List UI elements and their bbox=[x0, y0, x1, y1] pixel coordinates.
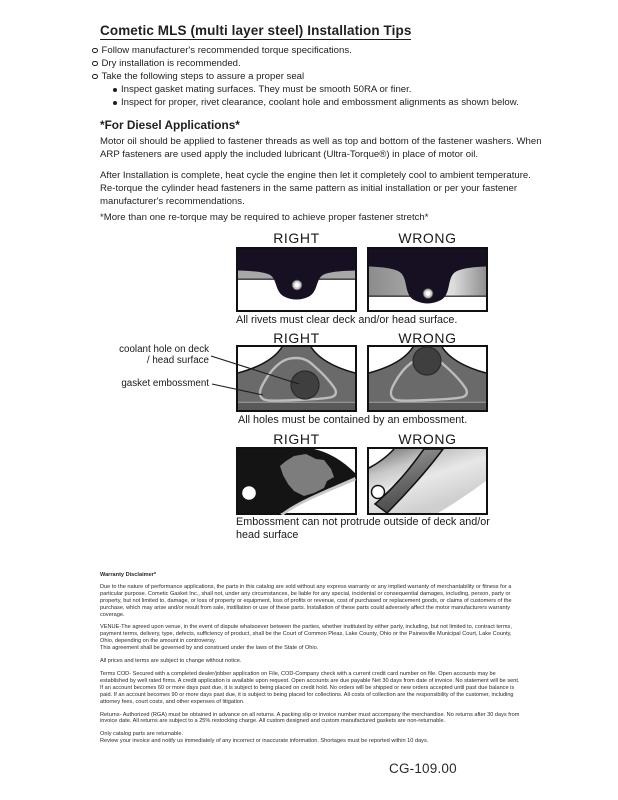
warranty-paragraph: Returns- Authorized (RGA) must be obtained in advance on all returns. A packing slip or invoice number must accompany the merchandise. No returns after 30 days from invoice date. All returns are subject to a 25% restocking charge. All custom designed and custom manufactured gaskets are non-returnable. bbox=[100, 711, 520, 725]
bolt-hole-icon bbox=[372, 486, 385, 499]
rivet-wrong-label: WRONG bbox=[398, 230, 457, 246]
warranty-section bbox=[100, 572, 524, 745]
list-item bbox=[92, 44, 352, 57]
list-item bbox=[113, 96, 519, 109]
coolant-right-label: RIGHT bbox=[273, 330, 320, 346]
embossment-wrong-label: WRONG bbox=[398, 431, 457, 447]
bullet-text: Inspect for proper, rivet clearance, coolant hole and embossment alignments as shown below. bbox=[121, 97, 519, 108]
warranty-paragraph: This agreement shall be governed by and construed under the laws of the State of Ohio. bbox=[100, 645, 319, 652]
warranty-paragraph: Due to the nature of performance applications, the parts in this catalog are sold without any express warranty or any implied warranty of merchantability or fitness for a particular purpose. Cometic Gasket Inc., shall not, under any circumstances, be liable for any special, incidental or consequential damages, including, person, party or property, but not limited to, damage, or loss of property or equipment, loss of profits or revenue, cost of purchased or replacement goods, or claims of customers of the purchase, which may arise and/or result from sale, instillation or use of these parts. Installation of these parts could adversely affect the motor manufacturers warranty coverage. bbox=[100, 583, 512, 618]
list-item bbox=[92, 57, 241, 70]
open-bullet-icon bbox=[92, 48, 98, 54]
warranty-paragraph: All prices and terms are subject to change without notice. bbox=[100, 658, 242, 665]
rivet-wrong-diagram bbox=[367, 247, 488, 312]
coolant-hole-callout: coolant hole on deck / head surface bbox=[119, 344, 209, 366]
embossment-caption: Embossment can not protrude outside of deck and/or head surface bbox=[236, 516, 490, 541]
coolant-hole-icon bbox=[291, 371, 319, 399]
solid-bullet-icon bbox=[113, 101, 117, 105]
bullet-text: Dry installation is recommended. bbox=[101, 58, 241, 69]
bullet-text: Follow manufacturer's recommended torque specifications. bbox=[101, 45, 352, 56]
embossment-right-label: RIGHT bbox=[273, 431, 320, 447]
rivet-right-label: RIGHT bbox=[273, 230, 320, 246]
diesel-paragraph-2: After Installation is complete, heat cycle the engine then let it completely cool to ambient temperature. Re-torque the cylinder head fasteners in the same pattern as initial installation or per your fastener manufacturer's recommendations. bbox=[100, 170, 531, 208]
open-bullet-icon bbox=[92, 74, 98, 80]
coolant-right-diagram bbox=[236, 345, 357, 412]
list-item bbox=[92, 70, 304, 83]
bolt-hole-icon bbox=[242, 486, 256, 500]
gasket-embossment-callout: gasket embossment bbox=[121, 378, 209, 389]
retorque-note: *More than one re-torque may be required to achieve proper fastener stretch* bbox=[100, 212, 429, 223]
embossment-right-diagram bbox=[236, 447, 357, 515]
rivet-right-diagram bbox=[236, 247, 357, 312]
warranty-paragraph: Only catalog parts are returnable. bbox=[100, 731, 184, 738]
embossment-wrong-diagram bbox=[367, 447, 488, 515]
diesel-heading: *For Diesel Applications* bbox=[100, 118, 240, 132]
warranty-paragraph: Terms COD- Secured with a completed dealer/jobber application on File, COD-Company check with a current credit card number on file. Open accounts may be established by well rated firms. A credit application is available upon request. Open accounts are due payable Net 30 days from date of invoice. No statement will be sent. If an account becomes 60 or more days past due, it is subject to being placed on credit hold. No orders will be shipped or new orders accepted until past due balance is paid. If an account becomes 90 or more days past due, it is subject to being placed for collections. All costs of collection are the responsibility of the customer, including attorney fees, court costs, and other expenses of litigation. bbox=[100, 670, 520, 705]
coolant-caption: All holes must be contained by an embossment. bbox=[238, 414, 468, 426]
coolant-wrong-label: WRONG bbox=[398, 330, 457, 346]
coolant-wrong-diagram bbox=[367, 345, 488, 412]
coolant-hole-icon bbox=[413, 347, 441, 375]
solid-bullet-icon bbox=[113, 88, 117, 92]
warranty-heading: Warranty Disclaimer* bbox=[100, 572, 157, 578]
page-title: Cometic MLS (multi layer steel) Installation Tips bbox=[100, 23, 412, 38]
rivet-caption: All rivets must clear deck and/or head surface. bbox=[236, 314, 458, 326]
diesel-paragraph-1: Motor oil should be applied to fastener threads as well as top and bottom of the fastener washers. When ARP fasteners are used apply the included lubricant (Ultra-Torque®) in place of motor oil. bbox=[100, 136, 542, 161]
open-bullet-icon bbox=[92, 61, 98, 67]
bullet-text: Take the following steps to assure a proper seal bbox=[101, 71, 305, 82]
bullet-text: Inspect gasket mating surfaces. They must be smooth 50RA or finer. bbox=[121, 84, 412, 95]
warranty-paragraph: VENUE-The agreed upon venue, in the event of dispute whatsoever between the parties, whether instituted by either party, including, but not limited to, contract terms, payment terms, delivery, type, defects, sufficiency of product, shall be the Court of Common Pleas, Lake County, Ohio or the Painesville Municipal Court, Lake County, Ohio, depending on the amount in controversy. bbox=[100, 624, 512, 645]
warranty-paragraph: Review your invoice and notify us immediately of any incorrect or inaccurate information. Shortages must be reported within 10 days. bbox=[100, 738, 429, 745]
page-code: CG-109.00 bbox=[389, 761, 457, 776]
list-item bbox=[113, 83, 411, 96]
